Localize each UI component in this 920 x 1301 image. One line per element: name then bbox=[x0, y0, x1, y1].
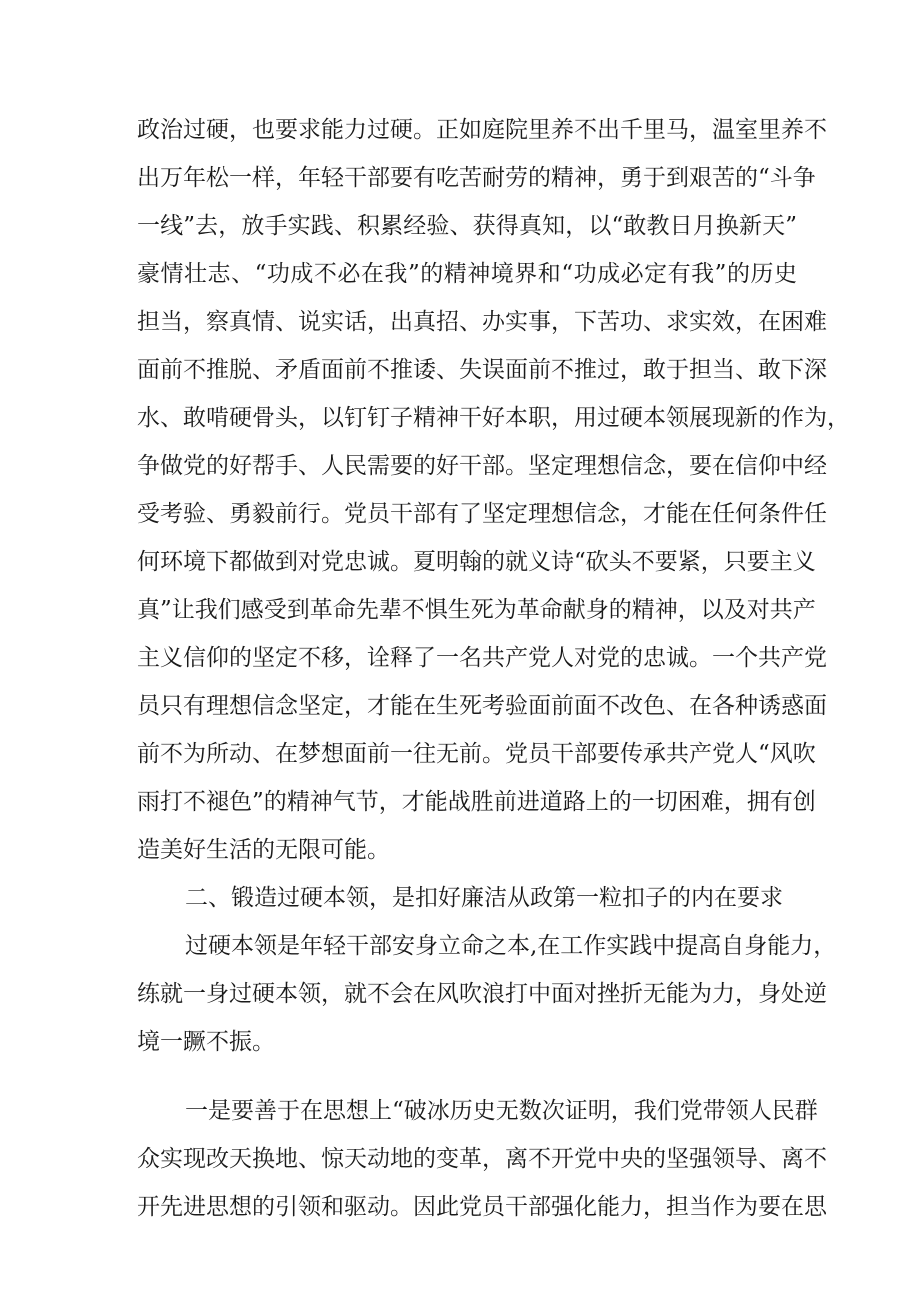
text-line: 一线”去，放手实践、积累经验、获得真知，以“敢教日月换新天” bbox=[137, 213, 797, 239]
text-line: 水、敢啃硬骨头，以钉钉子精神干好本职，用过硬本领展现新的作为， bbox=[137, 405, 850, 431]
text-line: 雨打不褪色”的精神气节，才能战胜前进道路上的一切困难，拥有创 bbox=[137, 789, 816, 815]
text-line: 过硬本领是年轻干部安身立命之本,在工作实践中提高自身能力， bbox=[185, 933, 837, 959]
text-line: 前不为所动、在梦想面前一往无前。党员干部要传承共产党人“风吹 bbox=[137, 741, 816, 767]
text-line: 境一蹶不振。 bbox=[137, 1029, 275, 1055]
paragraph-3 bbox=[137, 1087, 827, 1231]
text-line: 争做党的好帮手、人民需要的好干部。坚定理想信念，要在信仰中经 bbox=[137, 453, 827, 479]
text-line: 一是要善于在思想上“破冰历史无数次证明，我们党带领人民群 bbox=[185, 1098, 818, 1124]
text-line: 担当，察真情、说实话，出真招、办实事，下苦功、求实效，在困难 bbox=[137, 309, 827, 335]
text-line: 政治过硬，也要求能力过硬。正如庭院里养不出千里马，温室里养不 bbox=[137, 117, 827, 143]
text-line: 何环境下都做到对党忠诚。夏明翰的就义诗“砍头不要紧，只要主义 bbox=[137, 549, 816, 575]
text-line: 开先进思想的引领和驱动。因此党员干部强化能力，担当作为要在思 bbox=[137, 1194, 827, 1220]
text-line: 面前不推脱、矛盾面前不推诿、失误面前不推过，敢于担当、敢下深 bbox=[137, 357, 827, 383]
text-line: 豪情壮志、“功成不必在我”的精神境界和“功成必定有我”的历史 bbox=[137, 261, 797, 287]
text-line: 受考验、勇毅前行。党员干部有了坚定理想信念，才能在任何条件任 bbox=[137, 501, 827, 527]
text-line: 众实现改天换地、惊天动地的变革，离不开党中央的坚强领导、离不 bbox=[137, 1146, 827, 1172]
text-line: 练就一身过硬本领，就不会在风吹浪打中面对挫折无能为力，身处逆 bbox=[137, 981, 827, 1007]
paragraph-1 bbox=[137, 106, 850, 874]
text-line: 主义信仰的坚定不移，诠释了一名共产党人对党的忠诚。一个共产党 bbox=[137, 645, 827, 671]
text-line: 真”让我们感受到革命先辈不惧生死为革命献身的精神，以及对共产 bbox=[137, 597, 816, 623]
section-heading: 二、锻造过硬本领，是扣好廉洁从政第一粒扣子的内在要求 bbox=[185, 885, 783, 911]
text-line: 出万年松一样，年轻干部要有吃苦耐劳的精神，勇于到艰苦的“斗争 bbox=[137, 165, 816, 191]
text-line: 造美好生活的无限可能。 bbox=[137, 837, 390, 863]
paragraph-spacer bbox=[137, 1066, 797, 1087]
paragraph-2 bbox=[137, 922, 837, 1066]
document-body bbox=[137, 106, 850, 1231]
text-line: 员只有理想信念坚定，才能在生死考验面前面不改色、在各种诱惑面 bbox=[137, 693, 827, 719]
